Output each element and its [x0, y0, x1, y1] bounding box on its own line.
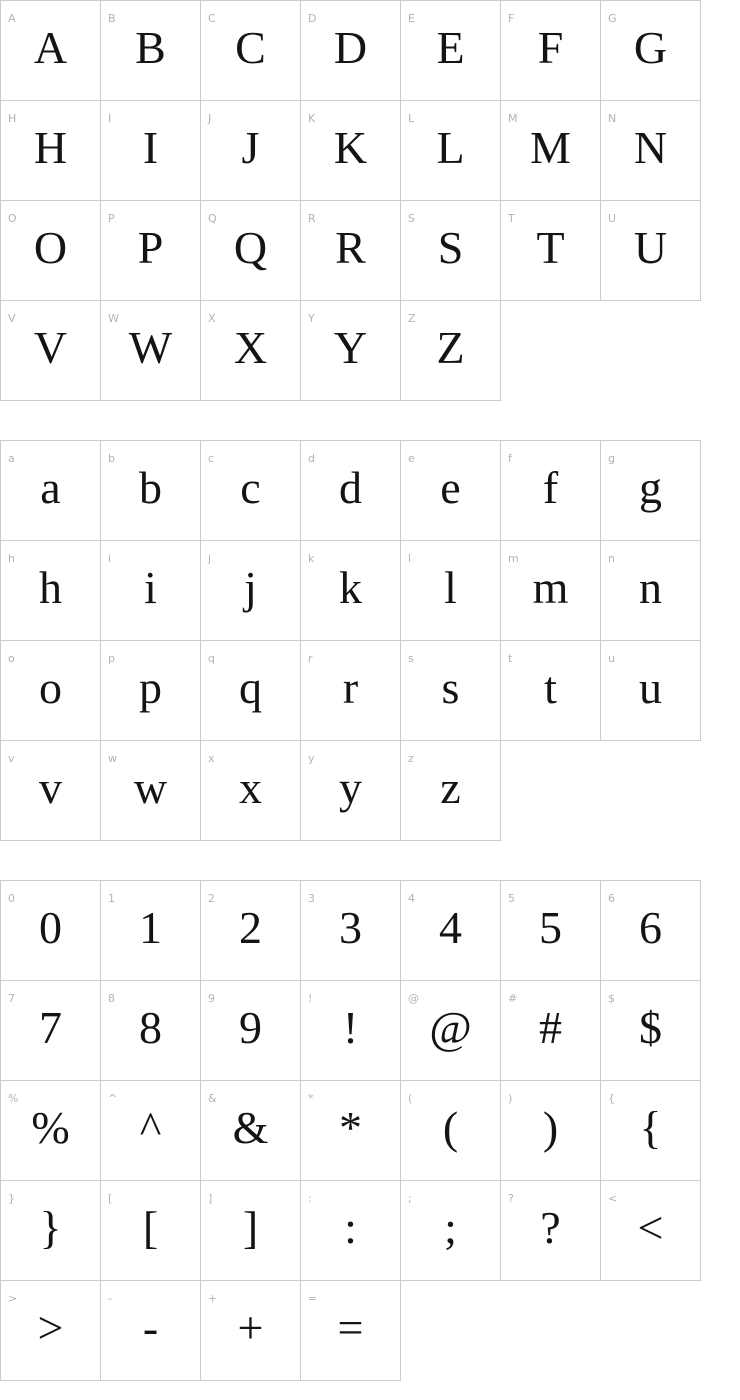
char-glyph: d — [339, 462, 362, 513]
char-cell — [601, 641, 701, 741]
char-code-label: { — [608, 1092, 615, 1105]
char-glyph: p — [139, 662, 162, 713]
char-glyph: M — [530, 122, 571, 173]
char-code-label: % — [8, 1092, 19, 1105]
char-cell — [501, 1181, 601, 1281]
char-cell — [101, 541, 201, 641]
char-cell — [101, 1281, 201, 1381]
char-cell — [101, 881, 201, 981]
char-glyph: y — [339, 762, 362, 813]
char-cell — [1, 881, 101, 981]
char-code-label: T — [508, 212, 515, 225]
char-cell — [301, 441, 401, 541]
char-cell — [201, 101, 301, 201]
char-glyph: g — [639, 462, 662, 513]
char-code-label: > — [8, 1292, 18, 1305]
char-cell — [1, 1281, 101, 1381]
char-code-label: n — [608, 552, 615, 565]
char-code-label: y — [308, 752, 315, 765]
char-cell — [401, 101, 501, 201]
char-code-label: ] — [208, 1192, 213, 1205]
char-code-label: p — [108, 652, 115, 665]
char-glyph: t — [544, 662, 557, 713]
char-glyph: + — [237, 1302, 264, 1353]
char-code-label: e — [408, 452, 415, 465]
char-cell — [301, 101, 401, 201]
char-code-label: < — [608, 1192, 618, 1205]
symbols-table — [0, 880, 701, 1381]
char-code-label: Q — [208, 212, 217, 225]
char-code-label: ) — [508, 1092, 513, 1105]
char-code-label: g — [608, 452, 615, 465]
char-glyph: @ — [429, 1002, 472, 1053]
char-cell — [201, 741, 301, 841]
char-glyph: n — [639, 562, 662, 613]
char-cell — [301, 1, 401, 101]
char-code-label: = — [308, 1292, 318, 1305]
char-cell — [201, 981, 301, 1081]
char-cell — [101, 641, 201, 741]
char-cell — [301, 981, 401, 1081]
char-glyph: G — [633, 22, 668, 73]
char-code-label: 9 — [208, 992, 215, 1005]
char-code-label: N — [608, 112, 617, 125]
char-cell — [201, 1181, 301, 1281]
char-cell — [401, 881, 501, 981]
char-glyph: ( — [442, 1102, 459, 1153]
char-cell — [1, 541, 101, 641]
char-glyph: m — [532, 562, 569, 613]
char-glyph: E — [436, 22, 465, 73]
char-glyph: & — [232, 1102, 269, 1153]
char-code-label: w — [108, 752, 117, 765]
char-cell — [101, 741, 201, 841]
char-cell — [101, 101, 201, 201]
char-glyph: < — [637, 1202, 664, 1253]
char-glyph: [ — [142, 1202, 159, 1253]
char-cell — [301, 1181, 401, 1281]
char-cell — [1, 1081, 101, 1181]
char-glyph: 6 — [639, 902, 662, 953]
char-glyph: r — [342, 662, 359, 713]
char-glyph: B — [135, 22, 166, 73]
uppercase-table — [0, 0, 701, 401]
char-glyph: T — [536, 222, 565, 273]
char-glyph: O — [33, 222, 68, 273]
char-cell — [1, 441, 101, 541]
char-cell — [601, 881, 701, 981]
char-code-label: 5 — [508, 892, 515, 905]
char-cell — [501, 881, 601, 981]
char-cell — [1, 741, 101, 841]
char-glyph: b — [139, 462, 162, 513]
char-code-label: ; — [408, 1192, 412, 1205]
char-cell — [301, 301, 401, 401]
char-glyph: J — [241, 122, 260, 173]
char-code-label: L — [408, 112, 415, 125]
char-cell — [501, 1081, 601, 1181]
char-code-label: ( — [408, 1092, 413, 1105]
char-code-label: U — [608, 212, 617, 225]
char-code-label: E — [408, 12, 415, 25]
char-cell — [601, 1181, 701, 1281]
char-code-label: b — [108, 452, 115, 465]
char-glyph: 2 — [239, 902, 262, 953]
char-glyph: 0 — [39, 902, 62, 953]
char-glyph: 9 — [239, 1002, 262, 1053]
char-glyph: ^ — [139, 1102, 162, 1153]
char-code-label: $ — [608, 992, 615, 1005]
char-glyph: 7 — [39, 1002, 62, 1053]
char-code-label: X — [208, 312, 216, 325]
char-cell — [501, 541, 601, 641]
char-glyph: P — [137, 222, 164, 273]
char-glyph: N — [633, 122, 668, 173]
char-cell — [401, 641, 501, 741]
char-code-label: 1 — [108, 892, 115, 905]
char-code-label: 0 — [8, 892, 15, 905]
char-code-label: @ — [408, 992, 419, 1005]
char-glyph: = — [337, 1302, 364, 1353]
char-cell — [401, 981, 501, 1081]
char-cell — [1, 301, 101, 401]
char-glyph: A — [33, 22, 68, 73]
lowercase-table — [0, 440, 701, 841]
char-glyph: U — [633, 222, 668, 273]
char-glyph: % — [31, 1102, 70, 1153]
char-code-label: h — [8, 552, 15, 565]
char-code-label: v — [8, 752, 15, 765]
char-glyph: # — [539, 1002, 562, 1053]
char-code-label: O — [8, 212, 17, 225]
char-glyph: X — [233, 322, 268, 373]
char-glyph: W — [128, 322, 173, 373]
char-cell — [501, 981, 601, 1081]
char-cell — [501, 201, 601, 301]
char-code-label: H — [8, 112, 17, 125]
char-glyph: v — [39, 762, 62, 813]
char-glyph: k — [339, 562, 362, 613]
char-code-label: J — [208, 112, 212, 125]
char-code-label: } — [8, 1192, 15, 1205]
char-glyph: 8 — [139, 1002, 162, 1053]
char-glyph: Y — [333, 322, 368, 373]
char-glyph: l — [444, 562, 457, 613]
char-cell — [401, 441, 501, 541]
char-cell — [101, 441, 201, 541]
char-code-label: s — [408, 652, 414, 665]
char-code-label: I — [108, 112, 112, 125]
char-glyph: f — [542, 462, 559, 513]
char-cell — [201, 641, 301, 741]
char-cell — [201, 301, 301, 401]
char-cell — [101, 981, 201, 1081]
char-code-label: f — [508, 452, 512, 465]
char-cell — [301, 1081, 401, 1181]
char-code-label: + — [208, 1292, 218, 1305]
char-cell — [301, 1281, 401, 1381]
char-glyph: w — [133, 762, 168, 813]
char-cell — [601, 541, 701, 641]
char-glyph: C — [235, 22, 266, 73]
char-cell — [601, 201, 701, 301]
char-code-label: F — [508, 12, 515, 25]
char-glyph: ) — [542, 1102, 559, 1153]
char-glyph: Z — [436, 322, 465, 373]
char-glyph: H — [33, 122, 68, 173]
char-glyph: } — [39, 1202, 62, 1253]
char-glyph: h — [39, 562, 62, 613]
char-cell — [401, 741, 501, 841]
char-cell — [301, 201, 401, 301]
char-cell — [101, 301, 201, 401]
char-cell — [201, 201, 301, 301]
char-code-label: D — [308, 12, 317, 25]
char-glyph: { — [639, 1102, 662, 1153]
char-code-label: - — [108, 1292, 112, 1305]
char-code-label: t — [508, 652, 513, 665]
char-glyph: : — [344, 1202, 357, 1253]
char-code-label: l — [408, 552, 412, 565]
char-cell — [301, 741, 401, 841]
char-code-label: P — [108, 212, 115, 225]
char-glyph: I — [142, 122, 159, 173]
char-cell — [401, 1081, 501, 1181]
char-code-label: 7 — [8, 992, 15, 1005]
char-code-label: a — [8, 452, 15, 465]
char-cell — [601, 981, 701, 1081]
char-glyph: o — [39, 662, 62, 713]
char-cell — [501, 101, 601, 201]
char-glyph: S — [437, 222, 464, 273]
char-cell — [201, 1081, 301, 1181]
char-code-label: C — [208, 12, 216, 25]
char-cell — [601, 101, 701, 201]
char-glyph: j — [244, 562, 257, 613]
char-code-label: M — [508, 112, 518, 125]
char-code-label: ! — [308, 992, 313, 1005]
char-cell — [1, 641, 101, 741]
char-cell — [601, 441, 701, 541]
char-glyph: L — [436, 122, 465, 173]
char-code-label: R — [308, 212, 316, 225]
char-glyph: K — [333, 122, 368, 173]
char-cell — [601, 1081, 701, 1181]
char-cell — [1, 101, 101, 201]
char-cell — [601, 1, 701, 101]
char-glyph: - — [142, 1302, 159, 1353]
char-cell — [1, 1, 101, 101]
char-glyph: 1 — [139, 902, 162, 953]
char-cell — [501, 1, 601, 101]
char-glyph: V — [33, 322, 68, 373]
char-glyph: ] — [242, 1202, 259, 1253]
char-cell — [401, 1, 501, 101]
char-cell — [201, 1, 301, 101]
char-glyph: ? — [540, 1202, 561, 1253]
char-code-label: A — [8, 12, 16, 25]
char-code-label: Y — [308, 312, 315, 325]
char-glyph: q — [239, 662, 262, 713]
char-cell — [1, 981, 101, 1081]
char-glyph: * — [339, 1102, 362, 1153]
char-cell — [301, 541, 401, 641]
char-glyph: ; — [444, 1202, 457, 1253]
char-code-label: W — [108, 312, 119, 325]
char-cell — [1, 201, 101, 301]
char-code-label: S — [408, 212, 415, 225]
char-code-label: 8 — [108, 992, 115, 1005]
char-code-label: i — [108, 552, 112, 565]
char-code-label: ^ — [108, 1092, 118, 1105]
char-glyph: $ — [639, 1002, 662, 1053]
char-code-label: Z — [408, 312, 416, 325]
char-cell — [501, 641, 601, 741]
char-glyph: z — [440, 762, 461, 813]
char-code-label: z — [408, 752, 414, 765]
char-glyph: x — [239, 762, 262, 813]
char-code-label: [ — [108, 1192, 113, 1205]
char-cell — [301, 641, 401, 741]
char-glyph: e — [440, 462, 461, 513]
char-code-label: c — [208, 452, 215, 465]
char-glyph: a — [40, 462, 61, 513]
char-code-label: j — [208, 552, 212, 565]
char-cell — [101, 1, 201, 101]
char-cell — [401, 1181, 501, 1281]
char-code-label: r — [308, 652, 313, 665]
char-code-label: 3 — [308, 892, 315, 905]
char-glyph: u — [639, 662, 662, 713]
char-code-label: # — [508, 992, 518, 1005]
char-code-label: m — [508, 552, 519, 565]
char-code-label: G — [608, 12, 617, 25]
char-glyph: i — [144, 562, 157, 613]
char-glyph: 3 — [339, 902, 362, 953]
char-cell — [201, 541, 301, 641]
char-glyph: ! — [342, 1002, 359, 1053]
char-glyph: > — [37, 1302, 64, 1353]
char-cell — [201, 441, 301, 541]
char-cell — [501, 441, 601, 541]
char-code-label: q — [208, 652, 215, 665]
char-code-label: K — [308, 112, 316, 125]
char-code-label: o — [8, 652, 15, 665]
char-cell — [101, 1081, 201, 1181]
char-glyph: R — [335, 222, 366, 273]
char-code-label: u — [608, 652, 615, 665]
char-glyph: c — [240, 462, 261, 513]
char-cell — [401, 201, 501, 301]
char-cell — [101, 201, 201, 301]
char-code-label: * — [308, 1092, 314, 1105]
char-code-label: ? — [508, 1192, 514, 1205]
char-glyph: F — [537, 22, 564, 73]
char-glyph: s — [441, 662, 460, 713]
char-glyph: 5 — [539, 902, 562, 953]
char-cell — [1, 1181, 101, 1281]
char-cell — [201, 1281, 301, 1381]
char-glyph: Q — [233, 222, 268, 273]
char-cell — [101, 1181, 201, 1281]
char-code-label: V — [8, 312, 16, 325]
char-code-label: k — [308, 552, 315, 565]
char-code-label: : — [308, 1192, 312, 1205]
char-glyph: 4 — [439, 902, 462, 953]
char-code-label: 6 — [608, 892, 615, 905]
char-cell — [301, 881, 401, 981]
char-glyph: D — [333, 22, 368, 73]
char-code-label: x — [208, 752, 215, 765]
char-cell — [201, 881, 301, 981]
char-cell — [401, 301, 501, 401]
char-code-label: & — [208, 1092, 217, 1105]
char-code-label: 4 — [408, 892, 415, 905]
char-code-label: 2 — [208, 892, 215, 905]
char-code-label: d — [308, 452, 315, 465]
char-code-label: B — [108, 12, 116, 25]
char-cell — [401, 541, 501, 641]
